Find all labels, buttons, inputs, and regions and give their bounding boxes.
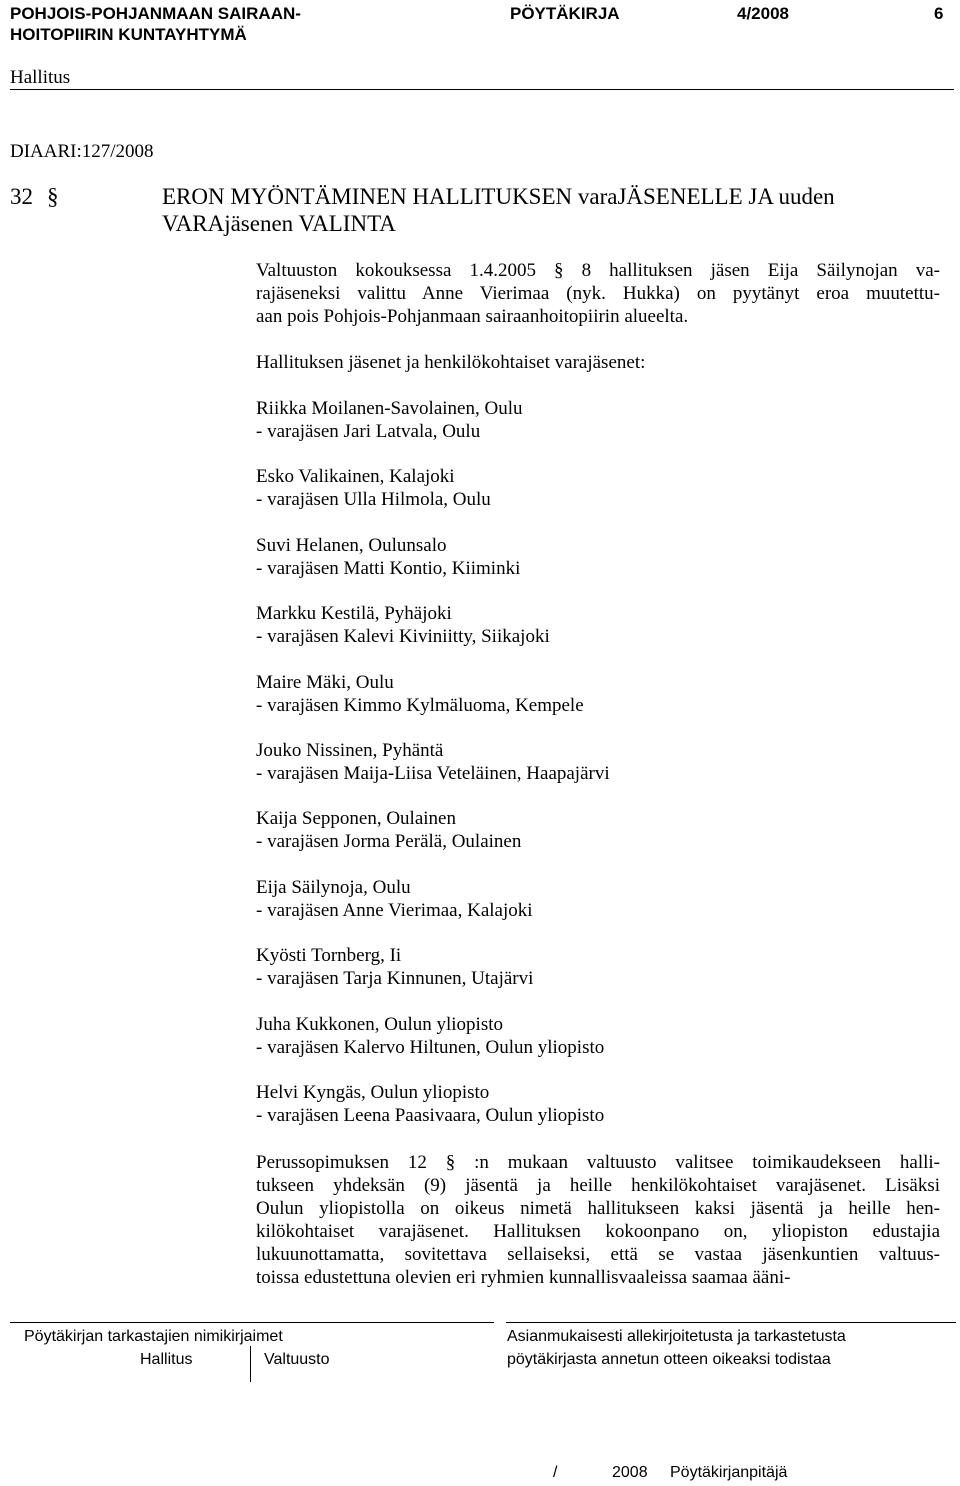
intro-line: rajäseneksi valittu Anne Vierimaa (nyk. Hukka) on pyytänyt eroa muutettu-	[256, 283, 940, 304]
deputy-name: - varajäsen Kalervo Hiltunen, Oulun yliopisto	[256, 1036, 605, 1058]
list-item	[256, 534, 610, 602]
member-name: Helvi Kyngäs, Oulun yliopisto	[256, 1081, 490, 1103]
intro-line: aan pois Pohjois-Pohjanmaan sairaanhoitopiirin alueelta.	[256, 306, 689, 327]
footer-initials-title: Pöytäkirjan tarkastajien nimikirjaimet	[24, 1328, 283, 1345]
list-item	[256, 876, 610, 944]
list-item	[256, 671, 610, 739]
deputy-name: - varajäsen Anne Vierimaa, Kalajoki	[256, 899, 533, 921]
member-name: Riikka Moilanen-Savolainen, Oulu	[256, 398, 523, 419]
deputy-name: - varajäsen Matti Kontio, Kiiminki	[256, 557, 521, 579]
footer-column-divider	[250, 1346, 251, 1382]
diaari-number: DIAARI:127/2008	[10, 141, 154, 162]
member-name: Suvi Helanen, Oulunsalo	[256, 534, 447, 556]
deputy-name: - varajäsen Maija-Liisa Veteläinen, Haapajärvi	[256, 762, 610, 784]
header-divider	[10, 89, 954, 90]
doc-number: 4/2008	[737, 4, 789, 23]
footer-certified-line2: pöytäkirjasta annetun otteen oikeaksi todistaa	[507, 1351, 831, 1368]
closing-line: Perussopimuksen 12 § :n mukaan valtuusto valitsee toimikaudekseen halli-	[256, 1152, 940, 1173]
footer-certified-line1: Asianmukaisesti allekirjoitetusta ja tarkastetusta	[507, 1328, 846, 1345]
footer-date-slash: /	[553, 1464, 558, 1481]
header-body-label: Hallitus	[10, 67, 71, 88]
list-item	[256, 602, 610, 670]
list-item	[256, 944, 610, 1012]
org-name-line2: HOITOPIIRIN KUNTAYHTYMÄ	[10, 25, 247, 44]
member-name: Kyösti Tornberg, Ii	[256, 945, 402, 967]
member-name: Markku Kestilä, Pyhäjoki	[256, 603, 452, 625]
footer-divider-right	[506, 1322, 956, 1323]
closing-line: toissa edustettuna olevien eri ryhmien kunnallisvaaleissa saamaa ääni-	[256, 1267, 791, 1288]
section-symbol: §	[47, 184, 59, 209]
section-title-line1: ERON MYÖNTÄMINEN HALLITUKSEN varaJÄSENELLE JA uuden	[162, 184, 835, 209]
list-item	[256, 1081, 610, 1149]
org-name-line1: POHJOIS-POHJANMAAN SAIRAAN-	[10, 4, 301, 23]
member-name: Juha Kukkonen, Oulun yliopisto	[256, 1013, 503, 1035]
closing-line: kilökohtaiset varajäsenet. Hallituksen kokoonpano on, yliopiston edustajia	[256, 1221, 940, 1242]
list-item	[256, 739, 610, 807]
section-title-line2: VARAjäsenen VALINTA	[162, 211, 396, 236]
member-name: Jouko Nissinen, Pyhäntä	[256, 739, 444, 761]
closing-paragraph	[256, 1151, 940, 1289]
section-number: 32	[10, 184, 33, 209]
deputy-name: - varajäsen Leena Paasivaara, Oulun yliopisto	[256, 1104, 605, 1126]
member-name: Esko Valikainen, Kalajoki	[256, 466, 455, 488]
list-item	[256, 807, 610, 875]
closing-line: tukseen yhdeksän (9) jäsentä ja heille henkilökohtaiset varajäsenet. Lisäksi	[256, 1175, 940, 1196]
closing-line: lukuunottamatta, sovitettava sellaiseksi, että se vastaa jäsenkuntien valtuus-	[256, 1244, 940, 1265]
deputy-name: - varajäsen Jorma Perälä, Oulainen	[256, 831, 522, 853]
list-item	[256, 397, 610, 465]
deputy-name: - varajäsen Kalevi Kiviniitty, Siikajoki	[256, 626, 550, 648]
footer-year: 2008	[612, 1464, 648, 1481]
doc-type: PÖYTÄKIRJA	[510, 4, 620, 23]
members-heading: Hallituksen jäsenet ja henkilökohtaiset varajäsenet:	[256, 352, 646, 373]
page-number: 6	[934, 4, 944, 23]
footer-hallitus-label: Hallitus	[140, 1351, 193, 1368]
deputy-name: - varajäsen Ulla Hilmola, Oulu	[256, 489, 491, 511]
intro-line: Valtuuston kokouksessa 1.4.2005 § 8 hallituksen jäsen Eija Säilynojan va-	[256, 260, 940, 281]
closing-line: Oulun yliopistolla on oikeus nimetä hallitukseen kaksi jäsentä ja heille hen-	[256, 1198, 940, 1219]
list-item	[256, 1013, 610, 1081]
member-name: Eija Säilynoja, Oulu	[256, 876, 411, 898]
deputy-name: - varajäsen Kimmo Kylmäluoma, Kempele	[256, 694, 584, 716]
footer-divider-left	[10, 1322, 494, 1323]
member-name: Kaija Sepponen, Oulainen	[256, 808, 456, 830]
members-list	[256, 397, 610, 1149]
deputy-name: - varajäsen Tarja Kinnunen, Utajärvi	[256, 968, 534, 990]
deputy-name: - varajäsen Jari Latvala, Oulu	[256, 421, 481, 442]
member-name: Maire Mäki, Oulu	[256, 671, 394, 693]
list-item	[256, 465, 610, 533]
footer-keeper: Pöytäkirjanpitäjä	[670, 1464, 788, 1481]
intro-paragraph	[256, 259, 940, 328]
footer-valtuusto-label: Valtuusto	[264, 1351, 330, 1368]
